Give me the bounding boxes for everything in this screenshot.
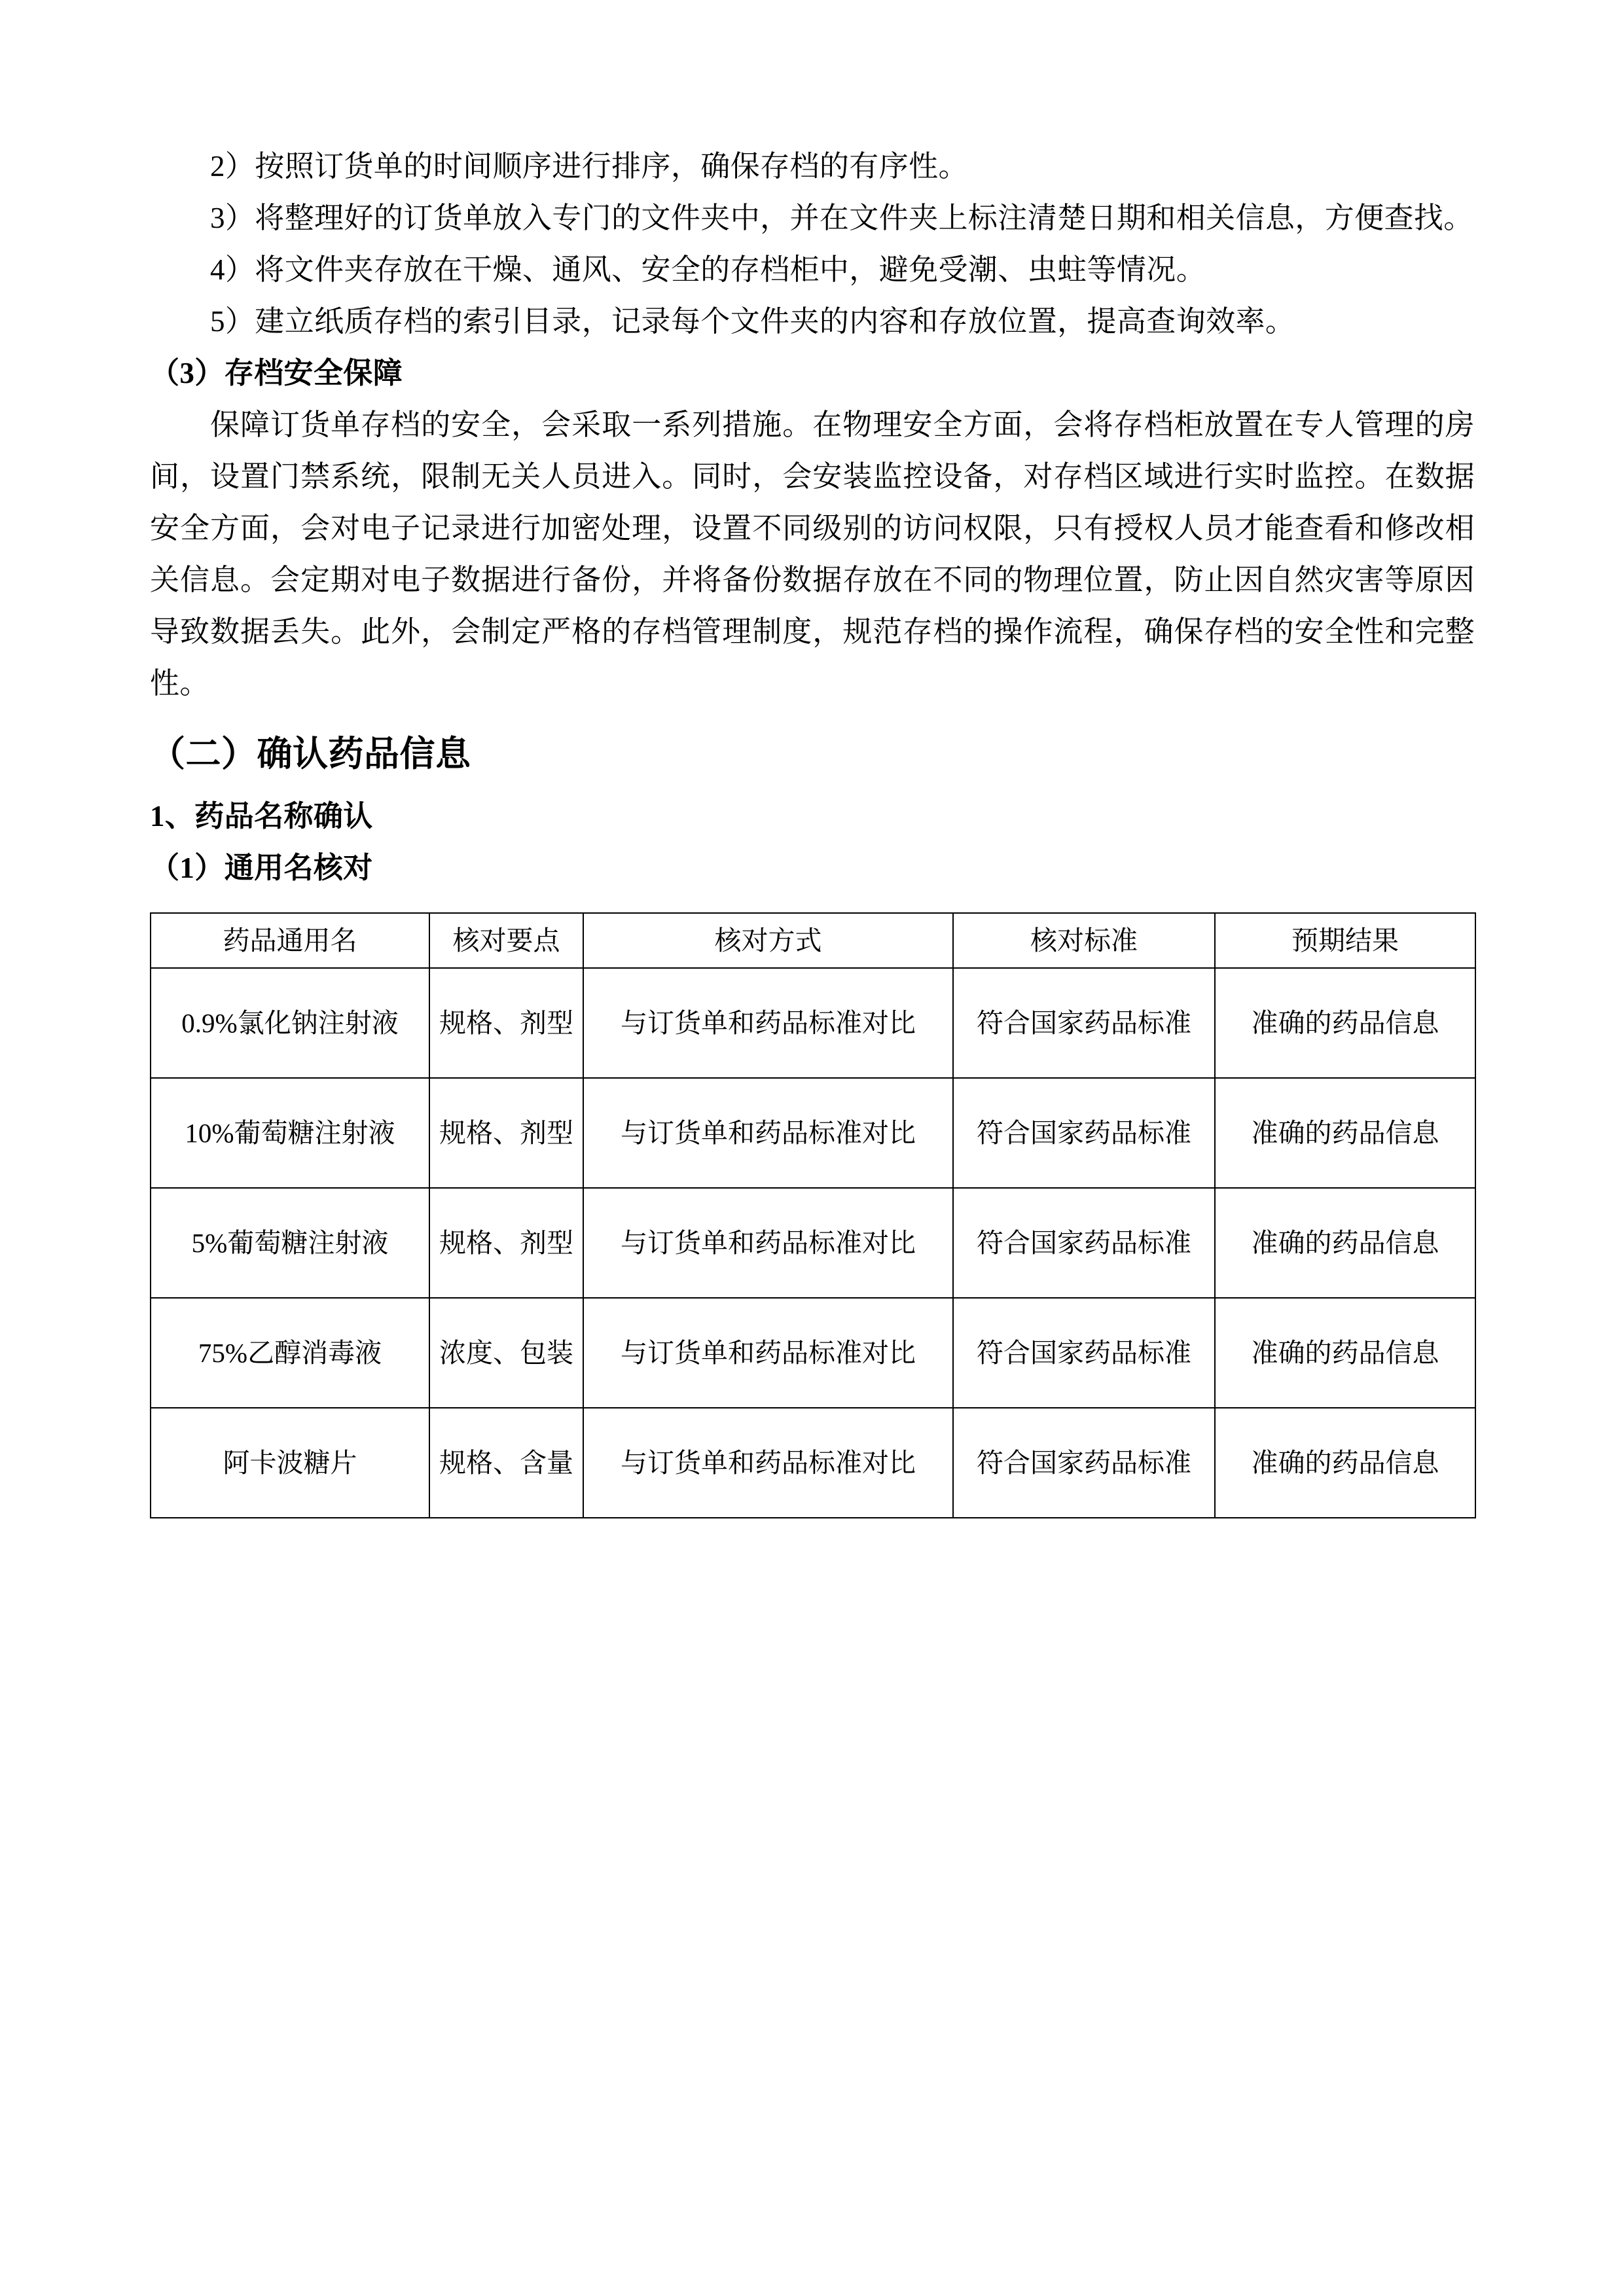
cell-check-method: 与订货单和药品标准对比	[583, 1298, 953, 1408]
column-header-generic-name: 药品通用名	[151, 913, 429, 968]
table-header-row	[151, 913, 1475, 968]
table-row	[151, 1188, 1475, 1298]
table-row	[151, 1408, 1475, 1518]
list-item: 2）按照订货单的时间顺序进行排序，确保存档的有序性。	[210, 150, 968, 183]
list-item: 4）将文件夹存放在干燥、通风、安全的存档柜中，避免受潮、虫蛀等情况。	[210, 253, 1206, 286]
cell-check-standard: 符合国家药品标准	[953, 1188, 1215, 1298]
heading-generic-name-check: （1）通用名核对	[150, 852, 373, 884]
heading-section-two: （二）确认药品信息	[150, 734, 471, 774]
cell-check-point: 浓度、包装	[429, 1298, 583, 1408]
generic-name-check-table-wrapper	[150, 912, 1475, 1518]
cell-check-point: 规格、剂型	[429, 1078, 583, 1188]
cell-check-standard: 符合国家药品标准	[953, 968, 1215, 1078]
cell-check-method: 与订货单和药品标准对比	[583, 968, 953, 1078]
cell-generic-name: 75%乙醇消毒液	[151, 1298, 429, 1408]
cell-expected-result: 准确的药品信息	[1215, 1188, 1475, 1298]
cell-expected-result: 准确的药品信息	[1215, 1298, 1475, 1408]
paragraph-archive-security: 保障订货单存档的安全，会采取一系列措施。在物理安全方面，会将存档柜放置在专人管理的房间，设置门禁系统，限制无关人员进入。同时，会安装监控设备，对存档区域进行实时监控。在数据安全方面，会对电子记录进行加密处理，设置不同级别的访问权限，只有授权人员才能查看和修改相关信息。会定期对电子数据进行备份，并将备份数据存放在不同的物理位置，防止因自然灾害等原因导致数据丢失。此外，会制定严格的存档管理制度，规范存档的操作流程，确保存档的安全性和完整性。	[150, 408, 1475, 700]
column-header-check-method: 核对方式	[583, 913, 953, 968]
list-item: 5）建立纸质存档的索引目录，记录每个文件夹的内容和存放位置，提高查询效率。	[210, 305, 1295, 338]
table-row	[151, 1298, 1475, 1408]
cell-generic-name: 0.9%氯化钠注射液	[151, 968, 429, 1078]
cell-check-point: 规格、剂型	[429, 968, 583, 1078]
cell-check-point: 规格、含量	[429, 1408, 583, 1518]
cell-check-method: 与订货单和药品标准对比	[583, 1188, 953, 1298]
column-header-check-point: 核对要点	[429, 913, 583, 968]
table-row	[151, 1078, 1475, 1188]
heading-drug-name-confirm: 1、药品名称确认	[150, 800, 373, 833]
cell-expected-result: 准确的药品信息	[1215, 1078, 1475, 1188]
cell-generic-name: 阿卡波糖片	[151, 1408, 429, 1518]
cell-check-point: 规格、剂型	[429, 1188, 583, 1298]
cell-check-method: 与订货单和药品标准对比	[583, 1078, 953, 1188]
cell-check-standard: 符合国家药品标准	[953, 1408, 1215, 1518]
cell-expected-result: 准确的药品信息	[1215, 968, 1475, 1078]
cell-expected-result: 准确的药品信息	[1215, 1408, 1475, 1518]
column-header-check-standard: 核对标准	[953, 913, 1215, 968]
list-item: 3）将整理好的订货单放入专门的文件夹中，并在文件夹上标注清楚日期和相关信息，方便查找。	[210, 202, 1473, 234]
cell-check-standard: 符合国家药品标准	[953, 1078, 1215, 1188]
cell-generic-name: 5%葡萄糖注射液	[151, 1188, 429, 1298]
page-content	[150, 141, 1475, 1518]
cell-check-method: 与订货单和药品标准对比	[583, 1408, 953, 1518]
spacer	[150, 784, 1475, 791]
heading-archive-security: （3）存档安全保障	[150, 357, 403, 389]
column-header-expected-result: 预期结果	[1215, 913, 1475, 968]
spacer	[150, 709, 1475, 724]
cell-check-standard: 符合国家药品标准	[953, 1298, 1215, 1408]
table-row	[151, 968, 1475, 1078]
generic-name-check-table	[150, 912, 1476, 1518]
cell-generic-name: 10%葡萄糖注射液	[151, 1078, 429, 1188]
